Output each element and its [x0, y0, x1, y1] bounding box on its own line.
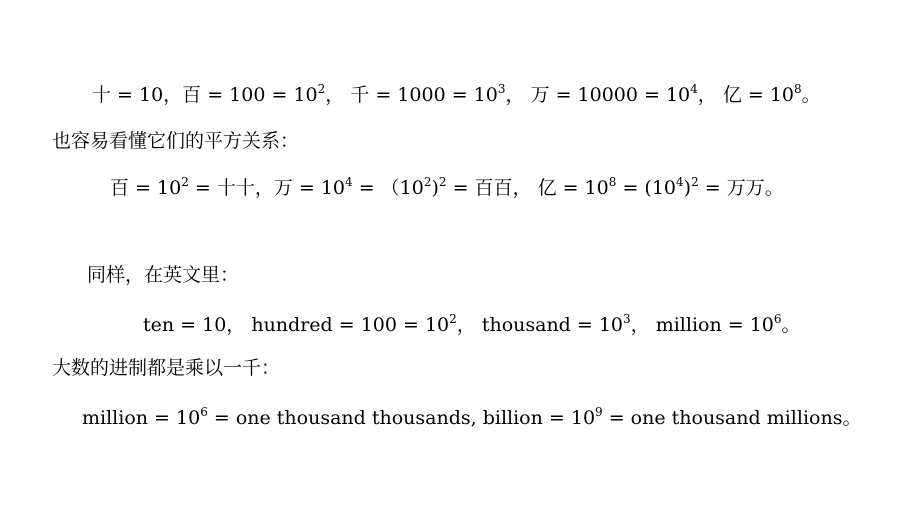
text-segment: 。: [781, 314, 801, 336]
exponent: 2: [438, 174, 447, 189]
thousand-base-intro: 大数的进制都是乘以一千：: [52, 357, 281, 379]
text-segment: ， 千 = 1000 = 10: [325, 84, 498, 106]
text-segment: 。: [801, 84, 821, 106]
exponent: 4: [690, 81, 698, 96]
text-segment: = （10: [352, 177, 424, 199]
text-segment: = one thousand thousands, billion = 10: [207, 407, 596, 429]
text-segment: = 十十，万 = 10: [188, 177, 346, 199]
square-relation-equation-line: [110, 176, 784, 200]
text-segment: ， 万 = 10000 = 10: [505, 84, 691, 106]
exponent: 2: [423, 174, 432, 189]
exponent: 2: [181, 174, 189, 189]
text-segment: = 百百， 亿 = 10: [446, 177, 609, 199]
exponent: 3: [623, 311, 631, 326]
million-billion-equation-line: [82, 406, 861, 430]
square-relation-intro: 也容易看懂它们的平方关系：: [52, 130, 300, 152]
text-segment: million = 10: [82, 407, 201, 429]
exponent: 2: [317, 81, 326, 96]
exponent: 8: [608, 174, 617, 189]
exponent: 4: [345, 174, 353, 189]
exponent: 6: [773, 311, 782, 326]
text-segment: = one thousand millions。: [602, 407, 862, 429]
exponent: 3: [497, 81, 506, 96]
exponent: 8: [794, 81, 802, 96]
exponent: 6: [200, 404, 208, 419]
chinese-units-equation-line: [92, 83, 821, 107]
text-segment: 十 = 10，百 = 100 = 10: [92, 84, 318, 106]
text-segment: ， thousand = 10: [456, 314, 624, 336]
text-segment: = (10: [616, 177, 676, 199]
text-segment: ， million = 10: [630, 314, 774, 336]
english-intro: 同样，在英文里：: [87, 264, 240, 286]
exponent: 2: [691, 174, 699, 189]
english-units-equation-line: [143, 313, 801, 337]
text-segment: = 万万。: [698, 177, 784, 199]
text-segment: 百 = 10: [110, 177, 182, 199]
text-segment: ， 亿 = 10: [697, 84, 795, 106]
text-segment: ): [683, 177, 692, 199]
text-segment: ten = 10， hundred = 100 = 10: [143, 314, 450, 336]
exponent: 2: [449, 311, 457, 326]
text-segment: ): [431, 177, 439, 199]
exponent: 9: [595, 404, 603, 419]
exponent: 4: [676, 174, 684, 189]
